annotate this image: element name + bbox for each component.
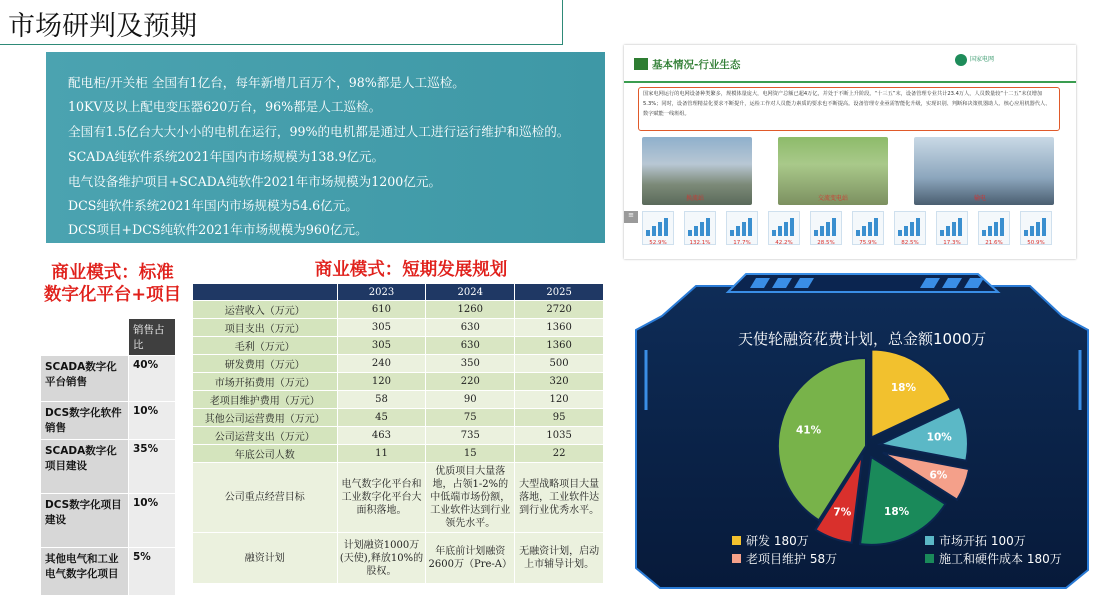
mini-stat-card [894, 211, 926, 245]
legend-swatch [925, 554, 934, 563]
pie-data-label: 10% [926, 431, 952, 444]
page-title: 市场研判及预期 [8, 11, 197, 42]
mini-stat-value: 28.5% [817, 240, 835, 246]
mini-bar-icon [685, 212, 715, 236]
menu-icon: ≡ [624, 211, 638, 223]
sales-share-header: 销售占比 [129, 319, 176, 356]
table-row: DCS数字化软件销售 10% [41, 402, 176, 440]
legend-item: 市场开拓 100万 [925, 532, 1026, 549]
slide-header [624, 45, 1076, 83]
table-row: DCS数字化项目建设 10% [41, 494, 176, 548]
pie-data-label: 6% [929, 469, 948, 482]
plan-title: 商业模式：短期发展规划 [314, 260, 508, 280]
legend-item: 施工和硬件成本 180万 [925, 550, 1062, 567]
pie-data-label: 18% [890, 382, 916, 395]
mini-stat-value: 82.5% [901, 240, 919, 246]
substation-photo: 换流站 [642, 137, 752, 205]
intro-line: DCS纯软件系统2021年国内市场规模为54.6亿元。 [68, 198, 358, 213]
sales-share-table [40, 318, 176, 596]
legend-item: 老项目维护 58万 [732, 550, 837, 567]
mini-stat-card [1020, 211, 1052, 245]
mini-bar-icon [727, 212, 757, 236]
mini-bar-icon [1021, 212, 1051, 236]
mini-stat-value: 75.9% [859, 240, 877, 246]
table-row: SCADA数字化项目建设 35% [41, 440, 176, 494]
title-bar [0, 0, 563, 45]
mini-stat-card [810, 211, 842, 245]
slide-heading: 基本情况-行业生态 [652, 59, 741, 71]
mini-stat-value: 42.2% [775, 240, 793, 246]
table-row: 公司运营支出（万元） 463 735 1035 [193, 427, 604, 445]
logo-text: 国家电网 [970, 56, 995, 63]
mini-bar-icon [853, 212, 883, 236]
table-row: 毛利（万元） 305 630 1360 [193, 337, 604, 355]
table-row: 年底公司人数 11 15 22 [193, 445, 604, 463]
pie-data-label: 18% [884, 506, 910, 519]
table-row: 市场开拓费用（万元） 120 220 320 [193, 373, 604, 391]
mini-stat-card [726, 211, 758, 245]
slide-body-text: 国家电网运行的电网设备种类繁多，规模体量庞大，电网资产总额已超4万亿，并处于不断上升阶段。“十三五”末，设备管理专业共计23.4万人，人员数量较“十二五”末仅增加5.3%；同时，设备管理精益化要求不断提升，运检工作对人员能力素质的要求也不断提高。设备管理专业亟需智能化升级，实现识别、判断和决策机器助人、核心应用机器代人、数字赋能一线班组。 [638, 87, 1060, 131]
slide-bullet-icon [634, 56, 650, 72]
mini-stat-value: 132.1% [689, 240, 711, 246]
table-row: 其他电气和工业电气数字化项目 5% [41, 548, 176, 596]
table-row: 老项目维护费用（万元） 58 90 120 [193, 391, 604, 409]
mini-stat-card [642, 211, 674, 245]
funding-dashboard [626, 270, 1100, 592]
mini-stat-card [684, 211, 716, 245]
intro-line: SCADA纯软件系统2021年国内市场规模为138.9亿元。 [68, 149, 385, 164]
mini-stat-value: 17.7% [733, 240, 751, 246]
table-row: SCADA数字化平台销售 40% [41, 356, 176, 402]
intro-line: 10KV及以上配电变压器620万台，96%都是人工巡检。 [68, 99, 382, 114]
table-row: 公司重点经营目标 电气数字化平台和工业数字化平台大面积落地。 优质项目大量落地，占领1-2%的中低端市场份额，工业软件达到行业领先水平。 大型战略项目大量落地，工业软件达到行业优秀水平。 [193, 463, 604, 533]
mini-stat-card [768, 211, 800, 245]
mini-bar-icon [937, 212, 967, 236]
mini-stat-card [978, 211, 1010, 245]
intro-line: 电气设备维护项目+SCADA纯软件2021年市场规模为1200亿元。 [68, 174, 442, 189]
market-intro-panel [46, 52, 605, 243]
mini-bar-icon [979, 212, 1009, 236]
table-row: 其他公司运营费用（万元） 45 75 95 [193, 409, 604, 427]
mini-bar-icon [895, 212, 925, 236]
table-row: 研发费用（万元） 240 350 500 [193, 355, 604, 373]
table-row: 项目支出（万元） 305 630 1360 [193, 319, 604, 337]
development-plan-table: 2023 2024 2025 运营收入（万元） 610 1260 2720 项目支出（万元） 305 630 1360 毛利（万元） 305 630 1360 研发费用（万元） 240 350 500 市场开拓费用（万元） 120 220 320 老项目维护费用（万元） 58 90 120 其他公司运营费用（万元） 45 75 95 公司运营支出（万元） 463 735 1035 年底公司人数 11 15 22 公司重点经营目标 电气数字化平台和工业数字化平台大面积落地。 优质项目大量落地，占领1-2%的中低端市场份额，工业软件达到行业领先水平。 大型战略项目大量落地，工业软件达到行业优秀水平。 融资计划 计划融资1000万(天使),释放10%的股权。 年底前计划融资2600万（Pre-A） 无融资计划，启动上市辅导计划。 [192, 283, 604, 584]
mini-stat-card [936, 211, 968, 245]
legend-swatch [732, 536, 741, 545]
legend-swatch [925, 536, 934, 545]
mini-stat-value: 50.9% [1027, 240, 1045, 246]
intro-line: DCS项目+DCS纯软件2021年市场规模为960亿元。 [68, 222, 368, 237]
industry-slide-thumbnail [624, 45, 1076, 259]
legend-swatch [732, 554, 741, 563]
mini-stat-value: 21.6% [985, 240, 1003, 246]
mini-stat-value: 52.9% [649, 240, 667, 246]
intro-line: 配电柜/开关柜 全国有1亿台，每年新增几百万个，98%都是人工巡检。 [68, 75, 465, 90]
table-row: 运营收入（万元） 610 1260 2720 [193, 301, 604, 319]
legend-item: 研发 180万 [732, 532, 809, 549]
substation-photo: 交流变电站 [778, 137, 888, 205]
pie-data-label: 7% [833, 506, 852, 519]
mini-bar-icon [811, 212, 841, 236]
chart-title: 天使轮融资花费计划，总金额1000万 [738, 330, 987, 348]
business-model-title: 商业模式：标准 数字化平台+项目 [43, 263, 182, 305]
mini-bar-icon [643, 212, 673, 236]
intro-line: 全国有1.5亿台大大小小的电机在运行，99%的电机都是通过人工进行运行维护和巡检的。 [68, 124, 570, 139]
sgcc-logo-icon [954, 53, 968, 67]
pie-data-label: 41% [795, 424, 822, 437]
mini-bar-icon [769, 212, 799, 236]
transmission-photo: 输电 [914, 137, 1054, 205]
table-row: 融资计划 计划融资1000万(天使),释放10%的股权。 年底前计划融资2600万（Pre-A） 无融资计划，启动上市辅导计划。 [193, 533, 604, 584]
mini-stat-value: 17.3% [943, 240, 961, 246]
mini-stat-card [852, 211, 884, 245]
